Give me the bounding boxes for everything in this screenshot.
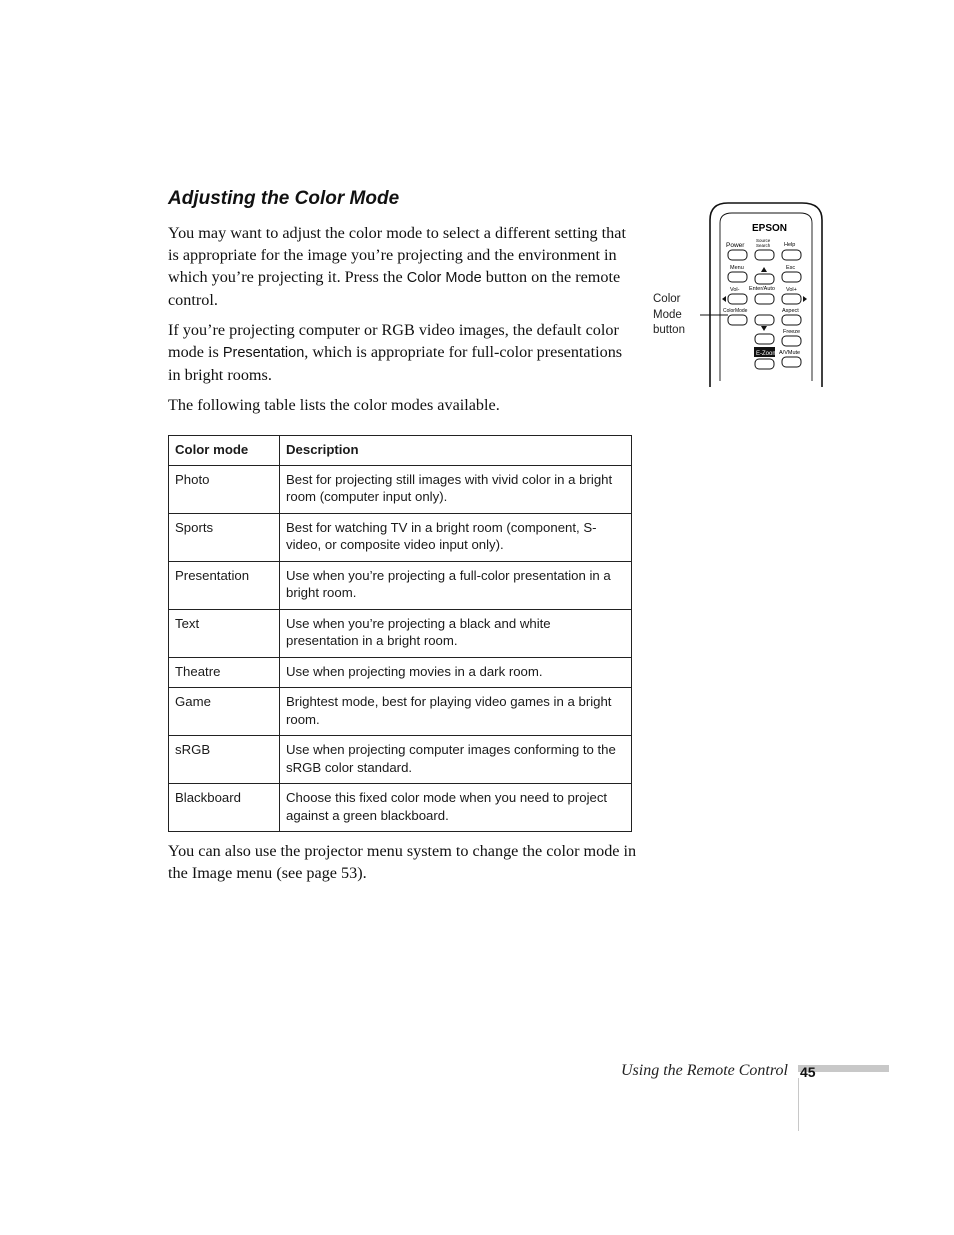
description-cell: Use when you’re projecting a black and white presentation in a bright room. xyxy=(280,609,632,657)
running-footer-title: Using the Remote Control xyxy=(621,1062,788,1079)
mode-cell: Photo xyxy=(169,465,280,513)
description-cell: Use when projecting computer images conforming to the sRGB color standard. xyxy=(280,736,632,784)
ezoom-label: E-Zoom xyxy=(756,351,778,357)
enter-label: Enter/Auto xyxy=(749,286,775,292)
mode-cell: Presentation xyxy=(169,561,280,609)
color-mode-label: ColorMode xyxy=(723,308,748,314)
table-row xyxy=(169,736,632,784)
color-mode-table xyxy=(168,435,632,832)
header-color-mode: Color mode xyxy=(169,436,280,466)
power-label: Power xyxy=(726,242,745,249)
esc-button xyxy=(782,272,801,282)
table-row xyxy=(169,561,632,609)
callout-line: button xyxy=(653,324,685,336)
arrow-down-icon xyxy=(761,326,767,331)
zoom-out-button xyxy=(755,359,774,369)
table-row xyxy=(169,465,632,513)
mode-cell: sRGB xyxy=(169,736,280,784)
help-label: Help xyxy=(784,242,796,248)
mode-cell: Theatre xyxy=(169,657,280,688)
mode-cell: Blackboard xyxy=(169,784,280,832)
mode-cell: Text xyxy=(169,609,280,657)
remote-control-illustration xyxy=(640,195,830,390)
color-mode-term: Color Mode xyxy=(406,270,482,286)
zoom-in-button xyxy=(755,334,774,344)
default-text-1: If you’re projecting computer or RGB video images, the default color mode is xyxy=(168,321,619,361)
color-mode-button xyxy=(728,315,747,325)
arrow-left-icon xyxy=(722,296,726,302)
table-row xyxy=(169,513,632,561)
table-row xyxy=(169,609,632,657)
section-heading: Adjusting the Color Mode xyxy=(168,188,400,209)
remote-brand: EPSON xyxy=(752,223,788,234)
vol-plus-label: Vol+ xyxy=(786,287,797,293)
description-cell: Use when projecting movies in a dark room. xyxy=(280,657,632,688)
vol-plus-button xyxy=(782,294,801,304)
table-row xyxy=(169,688,632,736)
page-number: 45 xyxy=(800,1064,816,1080)
description-cell: Best for watching TV in a bright room (component, S-video, or composite video input only). xyxy=(280,513,632,561)
source-label-2: Search xyxy=(756,243,771,248)
header-description: Description xyxy=(280,436,632,466)
source-label-1: Source xyxy=(756,238,771,243)
vol-minus-label: Vol- xyxy=(730,287,740,293)
av-mute-button xyxy=(782,357,801,367)
freeze-label: Freeze xyxy=(783,329,801,335)
table-header-row xyxy=(169,436,632,466)
esc-label: Esc xyxy=(786,265,796,271)
description-cell: Choose this fixed color mode when you need to project against a green blackboard. xyxy=(280,784,632,832)
default-mode-paragraph xyxy=(168,319,638,386)
help-button xyxy=(782,250,801,260)
down-button xyxy=(755,315,774,325)
intro-text-1: You may want to adjust the color mode to select a different setting that is appropriate for the image you’re projecting and the environment in which you’re projecting it. Press the xyxy=(168,224,626,286)
default-text-2: , which is appropriate for full-color presentations in bright rooms. xyxy=(168,343,623,384)
footer-rule xyxy=(798,1078,799,1131)
intro-paragraph xyxy=(168,222,638,311)
aspect-label: Aspect xyxy=(782,308,799,314)
freeze-button xyxy=(782,336,801,346)
intro-text-2: button on the remote control. xyxy=(168,268,621,309)
callout-line: Mode xyxy=(653,308,682,321)
mode-cell: Game xyxy=(169,688,280,736)
vol-minus-button xyxy=(728,294,747,304)
enter-button xyxy=(755,294,774,304)
table-row xyxy=(169,657,632,688)
up-button xyxy=(755,274,774,284)
closing-paragraph: You can also use the projector menu system to change the color mode in the Image menu (see page 53). xyxy=(168,842,637,882)
aspect-button xyxy=(782,315,801,325)
table-intro-paragraph: The following table lists the color modes available. xyxy=(168,396,500,414)
table-row xyxy=(169,784,632,832)
description-cell: Brightest mode, best for playing video games in a bright room. xyxy=(280,688,632,736)
presentation-term: Presentation xyxy=(222,345,305,361)
source-search-button xyxy=(755,250,774,260)
description-cell: Best for projecting still images with vivid color in a bright room (computer input only). xyxy=(280,465,632,513)
menu-button xyxy=(728,272,747,282)
description-cell: Use when you’re projecting a full-color presentation in a bright room. xyxy=(280,561,632,609)
av-mute-label: A/VMute xyxy=(779,350,801,356)
arrow-up-icon xyxy=(761,267,767,272)
power-button xyxy=(728,250,747,260)
menu-label: Menu xyxy=(730,265,744,271)
callout-line: Color xyxy=(653,293,681,305)
mode-cell: Sports xyxy=(169,513,280,561)
arrow-right-icon xyxy=(803,296,807,302)
